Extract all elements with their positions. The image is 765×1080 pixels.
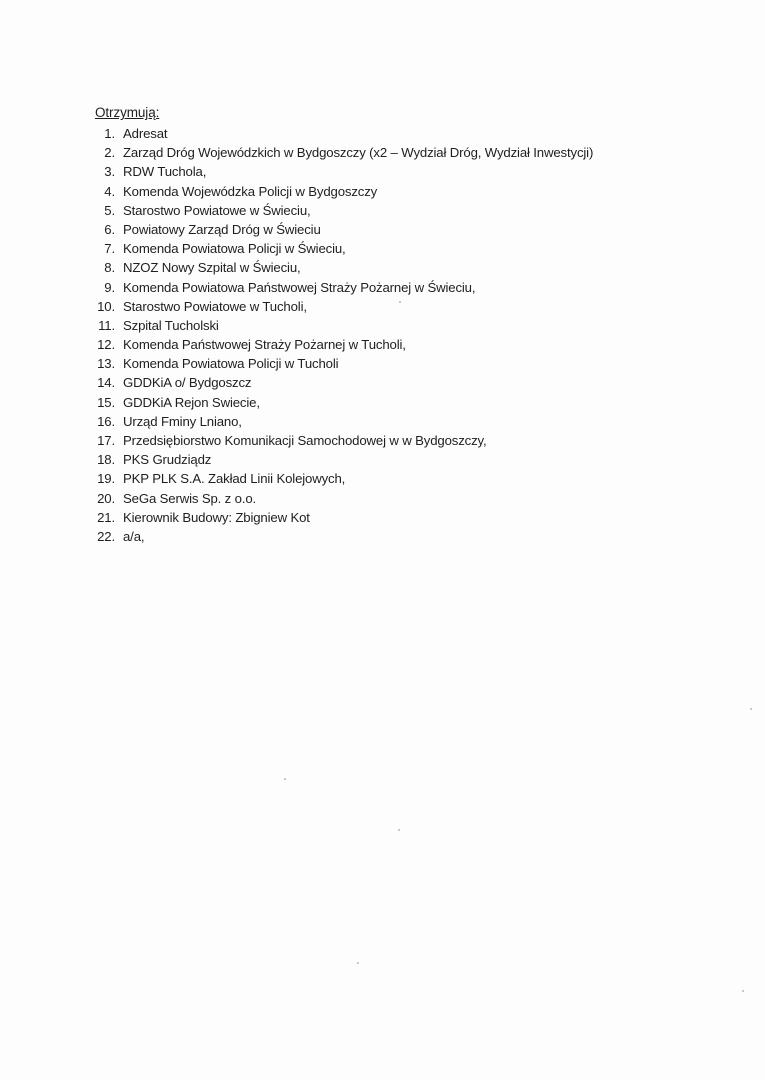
- list-item: [95, 412, 735, 431]
- list-item-text: Starostwo Powiatowe w Tucholi,: [123, 298, 307, 314]
- list-item-text: Adresat: [123, 126, 168, 141]
- list-item: [95, 297, 735, 316]
- list-item-number: 5.: [104, 202, 115, 218]
- list-item: [95, 335, 735, 354]
- list-item: [95, 373, 735, 392]
- list-item: [95, 124, 735, 143]
- list-item: [95, 469, 735, 488]
- list-item-text: GDDKiA Rejon Swiecie,: [123, 394, 260, 410]
- list-item-text: SeGa Serwis Sp. z o.o.: [123, 490, 257, 506]
- list-item-text: Komenda Powiatowa Państwowej Straży Pożarnej w Świeciu,: [123, 279, 476, 295]
- list-item-text: Komenda Wojewódzka Policji w Bydgoszczy: [123, 183, 378, 199]
- list-item: [95, 508, 735, 527]
- list-item-text: Powiatowy Zarząd Dróg w Świeciu: [123, 221, 321, 237]
- list-item-text: Zarząd Dróg Wojewódzkich w Bydgoszczy (x2 – Wydział Dróg, Wydział Inwestycji): [123, 145, 594, 161]
- scan-speck: [357, 962, 359, 964]
- list-item-number: 19.: [97, 471, 115, 487]
- list-item: [95, 201, 735, 220]
- list-item-text: GDDKiA o/ Bydgoszcz: [123, 375, 252, 391]
- list-item-number: 21.: [97, 509, 115, 525]
- list-item: [95, 182, 735, 201]
- list-item-text: Starostwo Powiatowe w Świeciu,: [123, 202, 311, 218]
- list-item-number: 20.: [97, 490, 115, 506]
- list-item-text: PKP PLK S.A. Zakład Linii Kolejowych,: [123, 471, 346, 487]
- list-item-number: 10.: [97, 298, 115, 314]
- list-item-text: Kierownik Budowy: Zbigniew Kot: [123, 509, 310, 525]
- list-item: [95, 278, 735, 297]
- list-item: [95, 450, 735, 469]
- list-item-number: 22.: [97, 528, 115, 544]
- list-item-number: 11.: [98, 317, 115, 333]
- list-item-text: Komenda Powiatowa Policji w Świeciu,: [123, 241, 346, 257]
- recipients-section: [95, 104, 735, 546]
- list-item-number: 8.: [104, 260, 115, 276]
- list-item-number: 1.: [104, 126, 115, 141]
- list-item-text: Przedsiębiorstwo Komunikacji Samochodowej w w Bydgoszczy,: [123, 433, 487, 448]
- list-item: [95, 258, 735, 277]
- list-item: [95, 354, 735, 373]
- list-item: [95, 431, 735, 450]
- list-item: [95, 162, 735, 181]
- list-item-text: NZOZ Nowy Szpital w Świeciu,: [123, 260, 301, 276]
- scan-speck: [742, 990, 744, 992]
- list-item-number: 16.: [97, 413, 115, 429]
- list-item-number: 15.: [97, 394, 115, 410]
- list-item-text: a/a,: [123, 528, 145, 544]
- list-item-number: 3.: [104, 164, 115, 180]
- scan-speck: [398, 829, 400, 831]
- list-item-text: Urząd Fminy Lniano,: [123, 413, 242, 429]
- scan-speck: [399, 301, 401, 303]
- recipients-list: [95, 124, 735, 546]
- list-item: [95, 239, 735, 258]
- recipients-heading: Otrzymują:: [95, 105, 160, 120]
- scan-speck: [284, 778, 286, 780]
- list-item-text: Komenda Państwowej Straży Pożarnej w Tucholi,: [123, 337, 406, 353]
- list-item-number: 2.: [104, 145, 115, 161]
- list-item-text: PKS Grudziądz: [123, 452, 212, 468]
- list-item: [95, 316, 735, 335]
- list-item-number: 18.: [97, 452, 115, 468]
- list-item-text: Komenda Powiatowa Policji w Tucholi: [123, 356, 339, 372]
- list-item-number: 4.: [104, 183, 115, 199]
- list-item: [95, 220, 735, 239]
- list-item: [95, 527, 735, 546]
- list-item: [95, 143, 735, 162]
- list-item: [95, 489, 735, 508]
- list-item-number: 7.: [104, 241, 115, 257]
- list-item-number: 12.: [97, 337, 115, 353]
- list-item-number: 9.: [104, 279, 115, 295]
- list-item-number: 6.: [104, 221, 115, 237]
- list-item-number: 17.: [97, 433, 115, 448]
- scan-speck: [750, 708, 752, 710]
- list-item-number: 14.: [97, 375, 115, 391]
- list-item-text: RDW Tuchola,: [123, 164, 207, 180]
- list-item: [95, 393, 735, 412]
- list-item-text: Szpital Tucholski: [123, 317, 219, 333]
- list-item-number: 13.: [97, 356, 115, 372]
